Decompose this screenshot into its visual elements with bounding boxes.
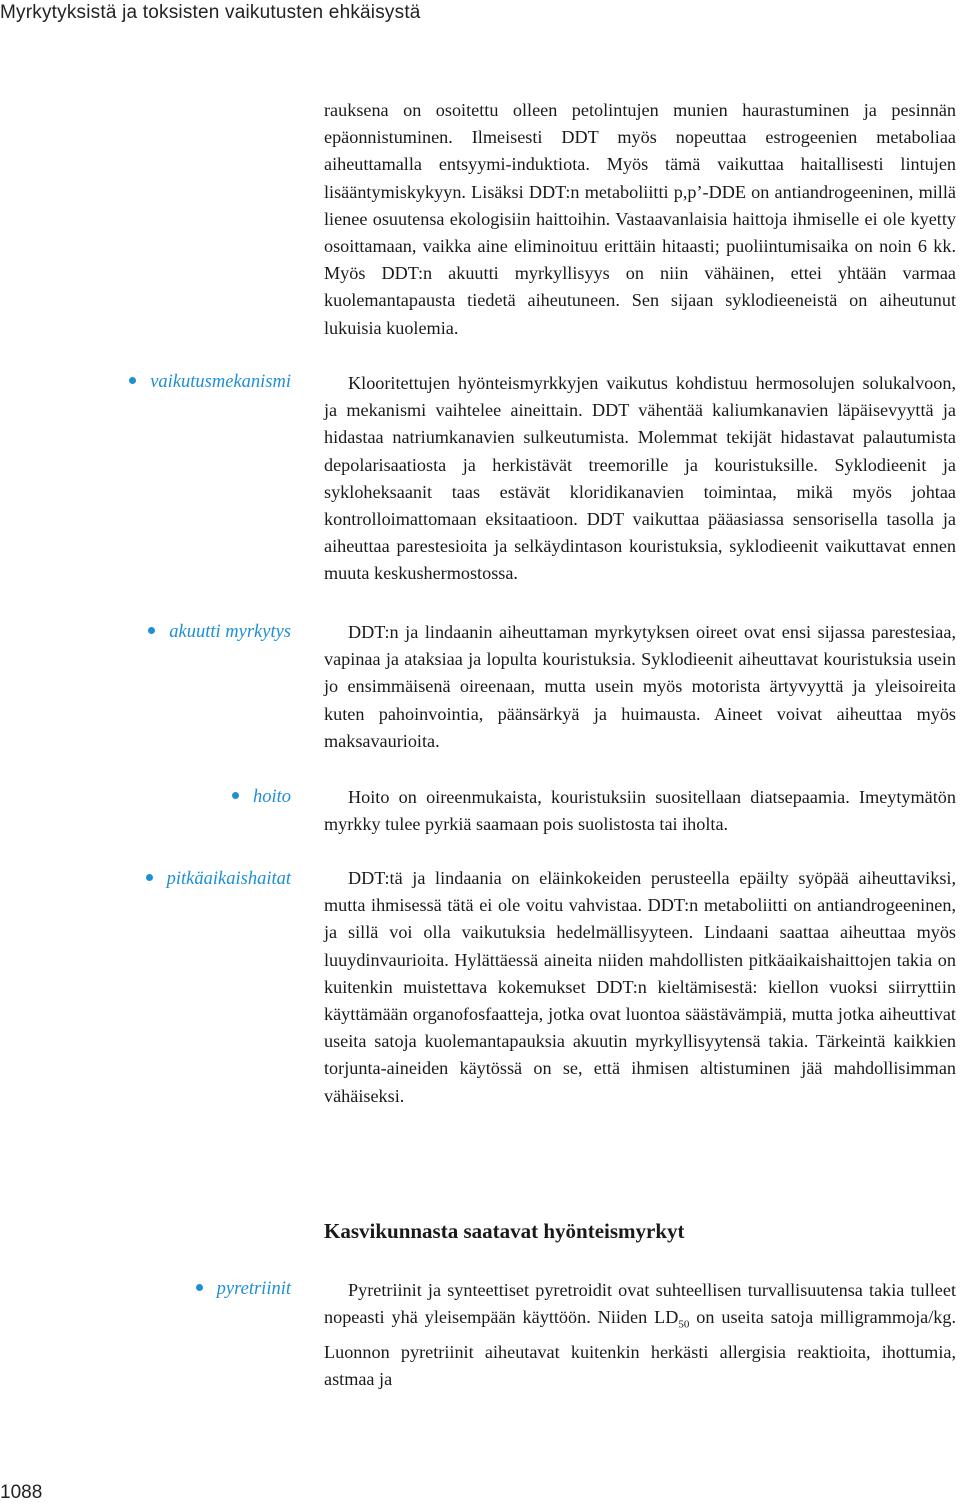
main-column: [324, 97, 956, 342]
bullet-icon: [232, 792, 239, 799]
margin-note-label: pyretriinit: [216, 1279, 291, 1299]
paragraph-pyrethrins-end: on useita satoja milligrammoja/kg. Luonnon pyretriinit aiheutavat kuitenkin herkästi allergisia reaktioita, ihottumia, astmaa ja: [324, 1307, 956, 1390]
section-treatment: [324, 784, 956, 838]
bullet-icon: [129, 377, 136, 384]
section-longterm: [324, 865, 956, 1110]
section-acute: [324, 619, 956, 755]
paragraph-long-term-effects: DDT:tä ja lindaania on eläinkokeiden perusteella epäilty syöpää aiheuttaviksi, mutta ihmisessä tätä ei ole voitu vahvistaa. DDT:n metaboliitti on antiandrogeeninen, ja sillä voi olla vaikutuksia hedelmällisyyteen. Lindaani saattaa aiheuttaa myös luuydinvaurioita. Hylättäessä aineita niiden mahdollisten pitkäaikaishaittojen takia on kuitenkin muistettava kokemukset DDT:n kieltämisestä: kiellon vuoksi siirryttiin käyttämään organofosfaatteja, jotka ovat luontoa säästävämpiä, mutta jotka aiheuttivat useita satoja kuolemantapauksia akuutin myrkyllisyytensä takia. Tärkeintä kaikkien torjunta-aineiden käytössä on se, että ihmisen altistuminen jää mahdollisimman vähäiseksi.: [324, 868, 956, 1106]
paragraph-treatment: Hoito on oireenmukaista, kouristuksiin suositellaan diatsepaamia. Imeytymätön myrkky tulee pyrkiä saamaan pois suolistosta tai iholta.: [324, 787, 956, 835]
ld50-subscript: 50: [678, 1318, 690, 1331]
paragraph-pyrethrins: [324, 1277, 956, 1393]
paragraph-mechanism: Klooritettujen hyönteismyrkkyjen vaikutus kohdistuu hermosolujen solukalvoon, ja mekanismi vaihtelee aineittain. DDT vähentää kaliumkanavien läpäisevyyttä ja hidastaa natriumkanavien sulkeutumista. Molemmat tekijät hidastavat palautumista depolarisaatiosta ja herkistävät treemorille ja kouristuksille. Syklodieenit ja sykloheksaanit taas estävät kloridikanavien toimintaa, mikä myös johtaa kontrolloimattomaan eksitaatioon. DDT vaikuttaa pääasiassa sensorisella tasolla ja aiheuttaa parestesioita ja selkäydintason kouristuksia, syklodieenit vaikuttavat ennen muuta keskushermostossa.: [324, 373, 956, 584]
bullet-icon: [146, 874, 153, 881]
margin-note-label: hoito: [252, 787, 291, 807]
paragraph-pyrethrins-start: Pyretriinit ja synteettiset pyretroidit ovat suhteellisen turvallisuutensa takia tulleet nopeasti yhä yleisempään käyttöön. Niiden LD: [324, 1280, 956, 1328]
margin-note-label: pitkäaikaishaitat: [166, 869, 291, 889]
section-pyrethrins: [324, 1277, 956, 1393]
margin-note-label: akuutti myrkytys: [169, 622, 291, 642]
page-number: 1088: [0, 1482, 43, 1503]
margin-note-label: vaikutusmekanismi: [150, 372, 291, 392]
paragraph-acute-poisoning: DDT:n ja lindaanin aiheuttaman myrkytyksen oireet ovat ensi sijassa parestesiaa, vapinaa ja ataksiaa ja lopulta kouristuksia. Syklodieenit aiheuttavat kouristuksia usein jo ensimmäisenä oireenaan, mutta usein myös motorista ärtyvyyttä ja yleisoireita kuten pahoinvointia, päänsärkyä ja huimausta. Aineet voivat aiheuttaa myös maksavaurioita.: [324, 622, 956, 751]
paragraph-ddt-effects: rauksena on osoitettu olleen petolintujen munien haurastuminen ja pesinnän epäonnistuminen. Ilmeisesti DDT myös nopeuttaa estrogeenien metaboliaa aiheuttamalla entsyymi-induktiota. Myös tämä vaikuttaa haitallisesti lintujen lisääntymiskykyyn. Lisäksi DDT:n metaboliitti p,p’-DDE on antiandrogeeninen, millä lienee osuutensa ekologisiin haittoihin. Vastaavanlaisia haittoja ihmiselle ei ole kyetty osoittamaan, vaikka aine eliminoituu erittäin hitaasti; puoliintumisaika on noin 6 kk. Myös DDT:n akuutti myrkyllisyys on niin vähäinen, ettei yhtään varmaa kuolemantapausta tiedetä aiheutuneen. Sen sijaan syklodieeneistä on aiheutunut lukuisia kuolemia.: [324, 100, 956, 338]
margin-note-mechanism: [129, 372, 291, 393]
margin-note-pyrethrins: [196, 1279, 291, 1300]
section-mechanism: [324, 370, 956, 588]
section-heading: Kasvikunnasta saatavat hyönteismyrkyt: [324, 1219, 685, 1243]
bullet-icon: [196, 1284, 203, 1291]
running-header: Myrkytyksistä ja toksisten vaikutusten ehkäisystä: [0, 2, 421, 23]
margin-note-acute: [148, 622, 291, 643]
margin-note-longterm: [146, 869, 291, 890]
margin-note-treatment: [232, 787, 291, 808]
bullet-icon: [148, 627, 155, 634]
